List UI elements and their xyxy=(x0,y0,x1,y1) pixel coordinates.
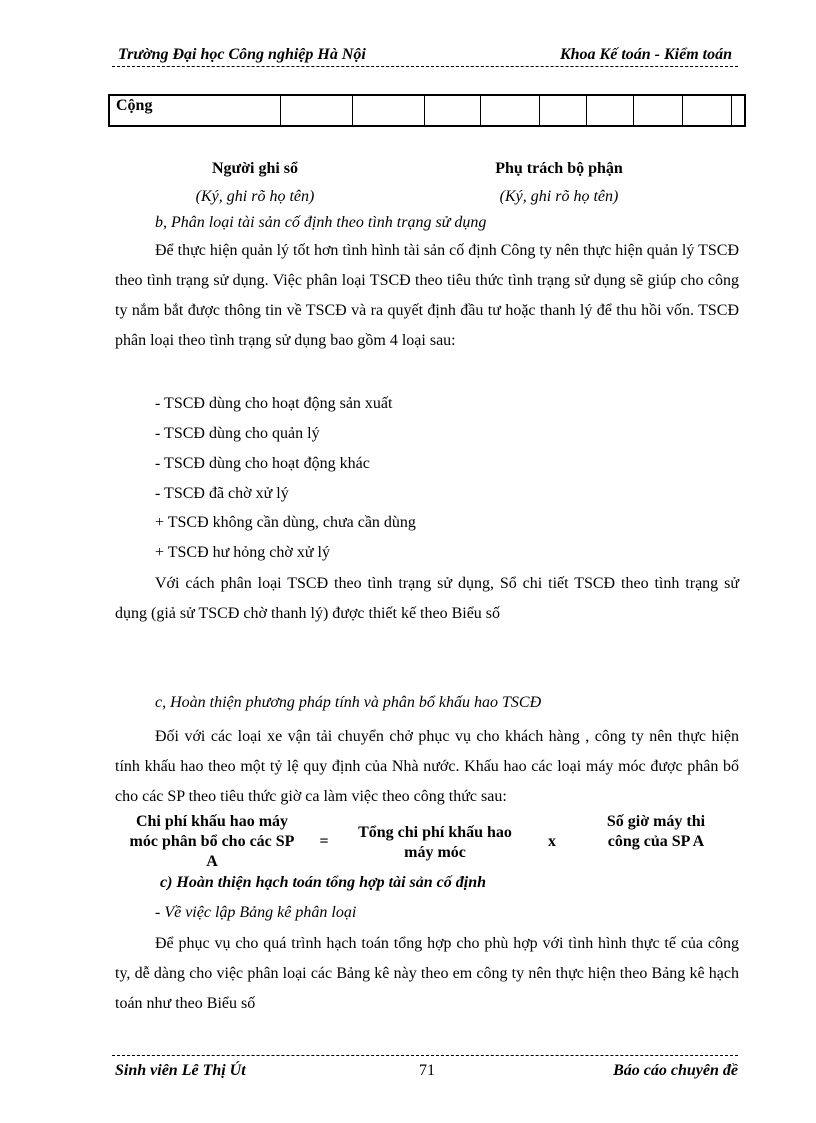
page-number: 71 xyxy=(419,1062,435,1079)
formula-rhs-line2: công của SP A xyxy=(607,833,705,850)
footer-student: Sinh viên Lê Thị Út xyxy=(115,1062,246,1079)
section-b-paragraph: Để thực hiện quản lý tốt hơn tình hình tài sản cố định Công ty nên thực hiện quản lý TSCĐ theo tình trạng sử dụng. Việc phân loại TSCĐ theo tiêu thức tình trạng sử dụng sẽ giúp cho công ty nắm bắt được thông tin về TSCĐ và ra quyết định đầu tư hoặc thanh lý để thu hồi vốn. TSCĐ phân loại theo tình trạng sử dụng bao gồm 4 loại sau: xyxy=(115,242,739,349)
signature-left xyxy=(160,158,350,208)
formula-rhs-line1: Số giờ máy thi xyxy=(606,813,706,830)
total-row-table xyxy=(108,94,746,127)
list-item: - TSCĐ dùng cho hoạt động sản xuất xyxy=(155,395,393,412)
signature-right-note: (Ký, ghi rõ họ tên) xyxy=(499,188,619,205)
formula-middle-line1: Tổng chi phí khấu hao xyxy=(358,824,512,841)
formula-lhs-line1: Chi phí khấu hao máy xyxy=(135,813,289,830)
section-c2-subheading: - Về việc lập Bảng kê phân loại xyxy=(155,904,357,921)
section-c2-heading: c) Hoàn thiện hạch toán tổng hợp tài sản cố định xyxy=(160,874,486,891)
formula-middle-line2: máy móc xyxy=(404,844,466,861)
formula-lhs-line3: A xyxy=(206,853,218,870)
header-divider xyxy=(112,66,738,67)
section-c-heading: c, Hoàn thiện phương pháp tính và phân bổ khấu hao TSCĐ xyxy=(155,694,542,711)
list-item: - TSCĐ dùng cho hoạt động khác xyxy=(155,455,370,472)
table-cell xyxy=(424,95,481,126)
table-cell xyxy=(539,95,586,126)
table-cell xyxy=(481,95,539,126)
section-b-heading: b, Phân loại tài sản cố định theo tình trạng sử dụng xyxy=(155,214,487,231)
footer-divider xyxy=(112,1055,738,1056)
section-c-paragraph: Đối với các loại xe vận tải chuyển chở phục vụ cho khách hàng , công ty nên thực hiện tính khấu hao theo một tỷ lệ quy định của Nhà nước. Khấu hao các loại máy móc được phân bổ cho các SP theo tiêu thức giờ ca làm việc theo công thức sau: xyxy=(115,728,739,805)
table-cell xyxy=(352,95,424,126)
table-cell xyxy=(732,95,746,126)
signature-left-title: Người ghi sổ xyxy=(211,160,299,177)
signature-left-note: (Ký, ghi rõ họ tên) xyxy=(195,188,315,205)
formula-rhs xyxy=(586,812,726,852)
section-c2-paragraph: Để phục vụ cho quá trình hạch toán tổng hợp cho phù hợp với tình hình thực tế của công ty, dễ dàng cho việc phân loại các Bảng kê này theo em công ty nên thực hiện theo Bảng kê hạch toán như theo Biểu số xyxy=(115,935,739,1012)
signature-right xyxy=(460,158,658,208)
list-item: - TSCĐ dùng cho quản lý xyxy=(155,425,320,442)
list-item: + TSCĐ không cần dùng, chưa cần dùng xyxy=(155,514,416,531)
footer-report-type: Báo cáo chuyên đề xyxy=(613,1062,738,1079)
table-cell xyxy=(586,95,633,126)
list-item: - TSCĐ đã chờ xử lý xyxy=(155,485,289,502)
formula-middle xyxy=(340,823,530,863)
formula-equals: = xyxy=(319,833,329,850)
header-school: Trường Đại học Công nghiệp Hà Nội xyxy=(118,46,366,63)
table-row xyxy=(109,95,745,126)
formula-times: x xyxy=(548,833,556,850)
signature-right-title: Phụ trách bộ phận xyxy=(495,160,623,177)
header-faculty: Khoa Kế toán - Kiểm toán xyxy=(559,46,732,63)
list-item: + TSCĐ hư hỏng chờ xử lý xyxy=(155,544,330,561)
table-cell xyxy=(682,95,731,126)
table-cell xyxy=(633,95,682,126)
table-cell xyxy=(281,95,353,126)
formula-lhs xyxy=(112,812,312,872)
section-b-closing-paragraph: Với cách phân loại TSCĐ theo tình trạng sử dụng, Sổ chi tiết TSCĐ theo tình trạng sử dụng (giả sử TSCĐ chờ thanh lý) được thiết kế theo Biểu số xyxy=(115,575,739,622)
total-label: Cộng xyxy=(109,95,281,126)
formula-lhs-line2: móc phân bổ cho các SP xyxy=(129,833,295,850)
